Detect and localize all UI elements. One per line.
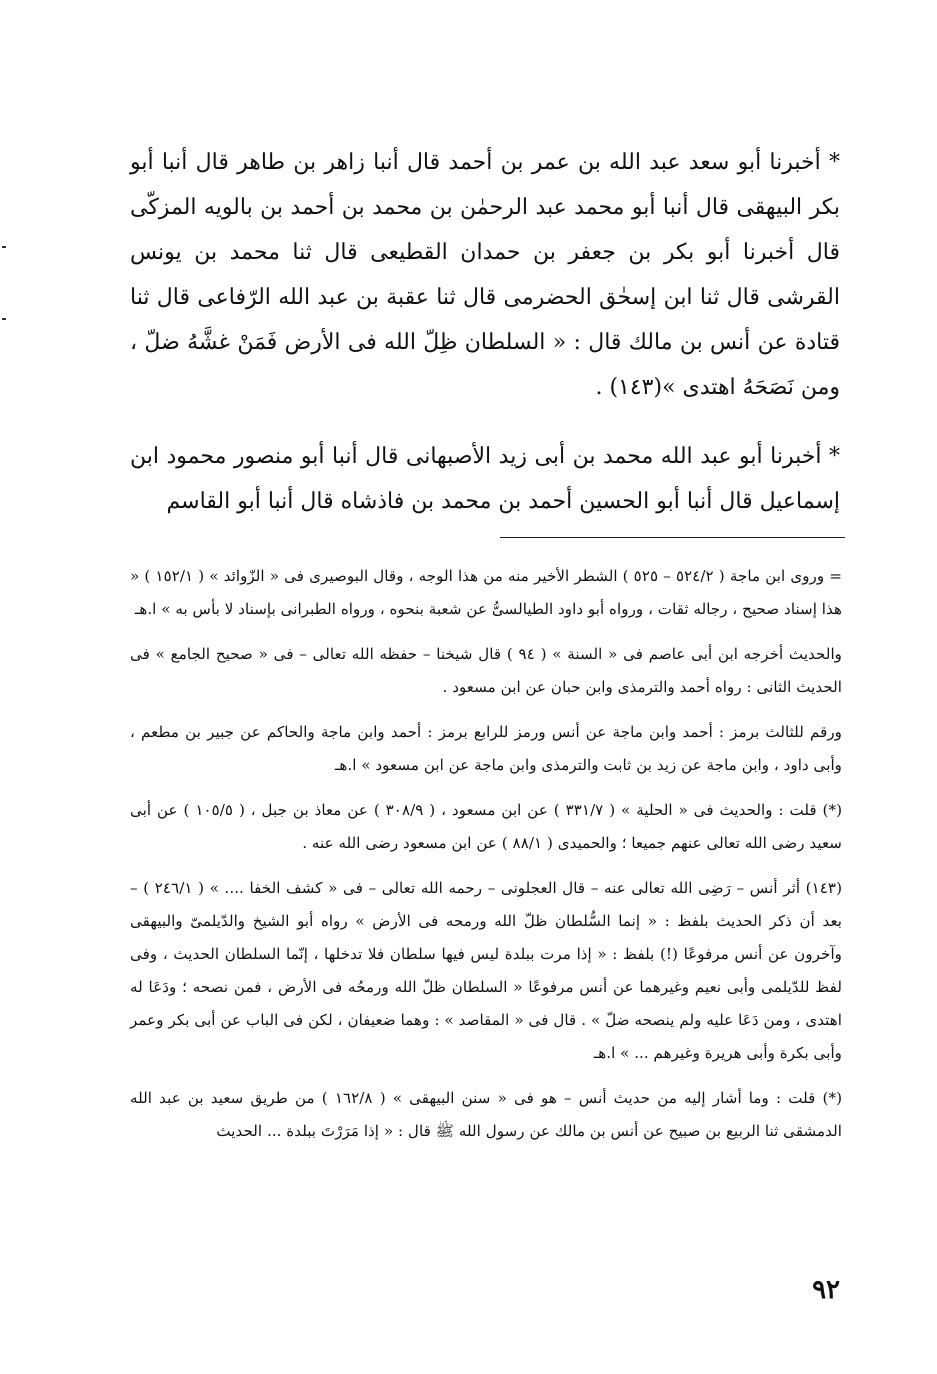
margin-mark [2,246,6,248]
footnote-gap [130,626,842,638]
footnote-editor-note-1: (*) قلت : والحديث فى « الحلية » ( ٣٣١/٧ ) عن ابن مسعود ، ( ٣٠٨/٩ ) عن معاذ بن جبل ، ( ١٠٥/٥ ) عن أبى سعيد رضى الله تعالى عنهم جميعا ؛ والحميدى ( ٨٨/١ ) عن ابن مسعود رضى الله عنه . [130,801,842,852]
footnote-gap [130,860,842,872]
footnote-editor-note-2: (*) قلت : وما أشار إليه من حديث أنس – هو فى « سنن البيهقى » ( ١٦٢/٨ ) من طريق سعيد بن عبد الله الدمشقى ثنا الربيع بن صبيح عن أنس بن مالك عن رسول الله ﷺ قال : « إذا مَرَرْتَ ببلدة ... الحديث [130,1089,842,1140]
footnote-continuation: = وروى ابن ماجة ( ٥٢٤/٢ – ٥٢٥ ) الشطر الأخير منه من هذا الوجه ، وقال البوصيرى فى « الزّوائد » ( ١٥٢/١ ) « هذا إسناد صحيح ، رجاله ثقات ، ورواه أبو داود الطيالسىُّ عن شعبة بنحوه ، ورواه الطبرانى بإسناد لا بأس به » ا.هـ [130,567,843,618]
main-text [130,140,840,524]
footnote-gap [130,704,842,716]
footnote-third-fourth: ورقم للثالث برمز : أحمد وابن ماجة عن أنس ورمز للرابع برمز : أحمد وابن ماجة والحاكم عن جبير بن مطعم ، وأبى داود ، وابن ماجة عن زيد بن ثابت والترمذى وابن ماجة عن ابن مسعود » ا.هـ [130,723,842,774]
footnote-hadith-source: والحديث أخرجه ابن أبى عاصم فى « السنة » ( ٩٤ ) قال شيخنا – حفظه الله تعالى – فى « صحيح الجامع » فى الحديث الثانى : رواه أحمد والترمذى وابن حبان عن ابن مسعود . [130,645,843,696]
margin-mark [2,318,6,320]
footnote-gap [130,1070,842,1082]
main-paragraph-1: * أخبرنا أبو سعد عبد الله بن عمر بن أحمد قال أنبا زاهر بن طاهر قال أنبا أبو بكر البيهقى قال أنبا أبو محمد عبد الرحمٰن بن محمد بن أحمد بن بالويه المزكّى قال أخبرنا أبو بكر بن جعفر بن حمدان القطيعى قال ثنا محمد بن يونس القرشى قال ثنا ابن إسحٰق الحضرمى قال ثنا عقبة بن عبد الله الرّفاعى قال ثنا قتادة عن أنس بن مالك قال : « السلطان ظِلّ الله فى الأرض فَمَنْ غشَّهُ ضلّ ، ومن نَصَحَهُ اهتدى »(١٤٣) . [130,150,841,400]
paragraph-gap [130,410,840,434]
footnote-gap [130,782,842,794]
page-number: ٩٢ [812,1275,840,1305]
main-paragraph-2: * أخبرنا أبو عبد الله محمد بن أبى زيد الأصبهانى قال أنبا أبو منصور محمود ابن إسماعيل قال أنبا أبو الحسين أحمد بن محمد بن فاذشاه قال أنبا أبو القاسم [130,444,840,514]
footnote-143: (١٤٣) أثر أنس – رَضِى الله تعالى عنه – قال العجلونى – رحمه الله تعالى – فى « كشف الخفا .... » ( ٢٤٦/١ ) – بعد أن ذكر الحديث بلفظ : « إنما السُّلطان ظلّ الله ورمحه فى الأرض » رواه أبو الشيخ والدّيلمىّ والبيهقى وآخرون عن أنس مرفوعًا (!) بلفظ : « إذا مرت ببلدة ليس فيها سلطان فلا تدخلها ، إنّما السلطان الحديث ، وفى لفظ للدّيلمى وأبى نعيم وغيرهما عن أنس مرفوعًا « السلطان ظلّ الله ورمحُه فى الأرض ، فمن نصحه ؛ ودَعَا له اهتدى ، ومن دَعَا عليه ولم ينصحه ضلّ » . قال فى « المقاصد » : وهما ضعيفان ، لكن فى الباب عن أبى بكر وعمر وأبى بكرة وأبى هريرة وغيرهم ... » ا.هـ [130,879,842,1062]
footnote-separator [500,537,845,538]
footnotes [130,560,842,1148]
